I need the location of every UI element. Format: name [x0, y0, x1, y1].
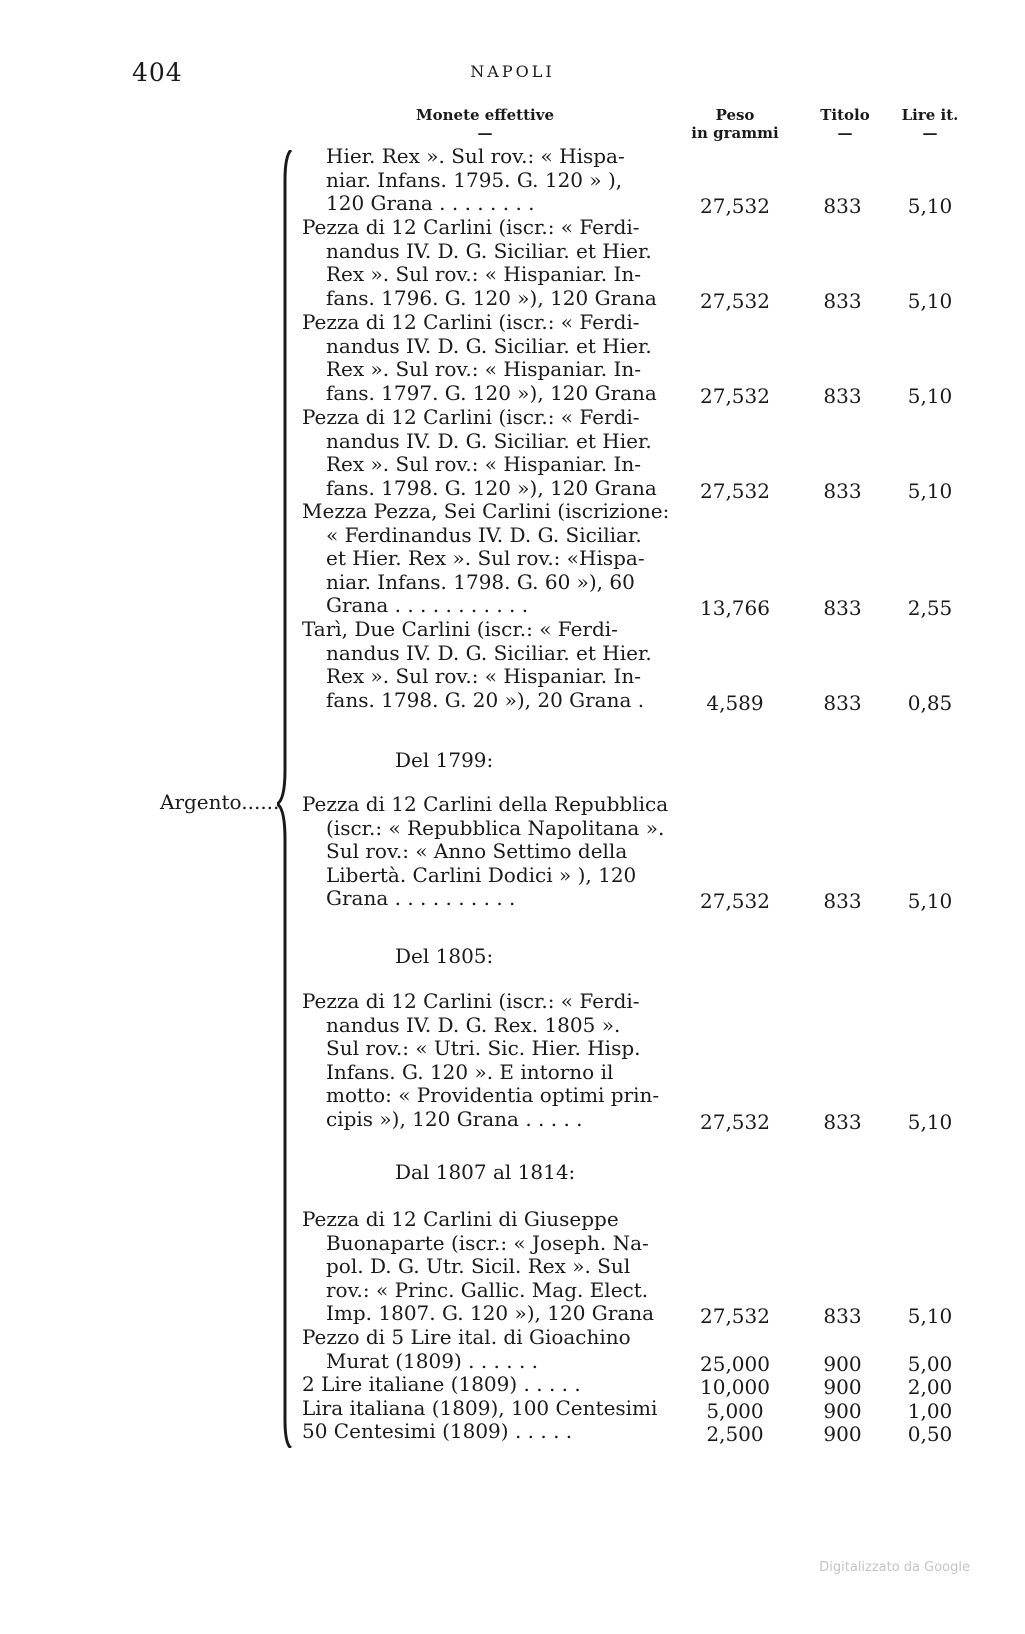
coin-entry-line: Rex ». Sul rov.: « Hispaniar. In-	[326, 664, 642, 688]
column-header-fineness-label: Titolo	[820, 106, 870, 124]
coin-entry-line: niar. Infans. 1795. G. 120 » ),	[326, 167, 623, 192]
coin-entry-description	[302, 145, 650, 216]
coin-weight-value: 27,532	[700, 194, 770, 218]
watermark: Digitalizzato da Google	[819, 1560, 970, 1575]
coin-entry-line: Sul rov.: « Utri. Sic. Hier. Hisp.	[326, 1036, 641, 1060]
coin-weight-value: 10,000	[700, 1375, 770, 1399]
column-header-dash: —	[477, 124, 493, 142]
coin-entry-description	[302, 1420, 650, 1444]
coin-lire-value: 5,10	[907, 889, 953, 913]
coin-entry-line: fans. 1797. G. 120 »), 120 Grana	[326, 380, 657, 405]
coin-entry-line: Lira italiana (1809), 100 Centesimi	[302, 1396, 658, 1420]
coin-entry-description	[302, 989, 660, 1131]
coin-entry-line: Rex ». Sul rov.: « Hispaniar. In-	[326, 262, 642, 286]
coin-weight-value: 27,532	[700, 383, 770, 408]
coin-entry-description	[302, 792, 669, 911]
coin-entry-line: Grana . . . . . . . . . . .	[326, 593, 529, 617]
coin-lire-value: 5,10	[907, 383, 953, 408]
coin-entry-description	[302, 1207, 655, 1326]
coin-entry-line: Hier. Rex ». Sul rov.: « Hispa-	[326, 144, 625, 168]
coin-entry-line: Imp. 1807. G. 120 »), 120 Grana	[326, 1301, 655, 1325]
column-header-fineness	[810, 106, 880, 142]
coin-entry-line: Buonaparte (iscr.: « Joseph. Na-	[326, 1230, 649, 1255]
metal-label: Argento......	[160, 790, 280, 814]
coin-entry-line: Libertà. Carlini Dodici » ), 120	[326, 862, 637, 887]
coin-entry-description	[302, 618, 650, 712]
coin-entry-description	[302, 405, 657, 500]
coin-entry-line: Pezza di 12 Carlini (iscr.: « Ferdi-	[302, 215, 640, 239]
coin-lire-value: 2,00	[907, 1375, 953, 1399]
coin-entry-line: Infans. G. 120 ». E intorno il	[326, 1059, 614, 1084]
curly-brace	[277, 150, 303, 1448]
coin-weight-value: 2,500	[706, 1422, 764, 1446]
coin-entry-line: Grana . . . . . . . . . .	[326, 886, 516, 910]
coin-weight-value: 5,000	[706, 1399, 764, 1423]
section-heading: Dal 1807 al 1814:	[395, 1160, 576, 1184]
column-header-dash: —	[837, 124, 853, 142]
coin-entry-line: 2 Lire italiane (1809) . . . . .	[302, 1372, 581, 1396]
coin-entry-line: 50 Centesimi (1809) . . . . .	[302, 1419, 573, 1443]
coin-fineness-value: 900	[823, 1422, 862, 1446]
page-number: 404	[132, 58, 183, 87]
coin-entry-description	[302, 499, 670, 618]
coin-fineness-value: 900	[823, 1375, 862, 1399]
coin-entry-description	[302, 1373, 650, 1397]
coin-fineness-value: 900	[823, 1351, 862, 1376]
coin-entry-line: cipis »), 120 Grana . . . . .	[326, 1106, 583, 1131]
coin-entry-line: motto: « Providentia optimi prin-	[326, 1083, 660, 1107]
section-heading: Del 1799:	[395, 748, 494, 772]
coin-fineness-value: 900	[823, 1399, 862, 1423]
coin-entry-line: Pezza di 12 Carlini della Repubblica	[302, 792, 669, 816]
column-header-description-label: Monete effettive	[416, 106, 554, 124]
section-heading: Del 1805:	[395, 944, 494, 968]
coin-fineness-value: 833	[823, 383, 862, 408]
coin-weight-value: 25,000	[700, 1351, 770, 1376]
column-header-value-label: Lire it.	[901, 106, 959, 124]
coin-entry-line: « Ferdinandus IV. D. G. Siciliar.	[326, 522, 642, 547]
coin-entry-line: (iscr.: « Repubblica Napolitana ».	[326, 815, 665, 840]
coin-entry-line: nandus IV. D. G. Siciliar. et Hier.	[326, 428, 652, 453]
column-header-dash: —	[922, 124, 938, 142]
coin-entry-line: nandus IV. D. G. Siciliar. et Hier.	[326, 238, 652, 263]
coin-fineness-value: 833	[823, 478, 862, 503]
coin-entry-line: Rex ». Sul rov.: « Hispaniar. In-	[326, 452, 642, 476]
coin-entry-line: Murat (1809) . . . . . .	[326, 1348, 539, 1373]
coin-entry-line: rov.: « Princ. Gallic. Mag. Elect.	[326, 1277, 649, 1302]
coin-entry-line: niar. Infans. 1798. G. 60 »), 60	[326, 569, 635, 594]
coin-entry-line: Pezza di 12 Carlini (iscr.: « Ferdi-	[302, 405, 640, 429]
coin-entry-line: nandus IV. D. G. Siciliar. et Hier.	[326, 333, 652, 358]
coin-entry-line: fans. 1796. G. 120 »), 120 Grana	[326, 285, 657, 310]
coin-lire-value: 1,00	[907, 1399, 953, 1423]
coin-weight-value: 4,589	[706, 690, 764, 715]
coin-entry-line: Rex ». Sul rov.: « Hispaniar. In-	[326, 357, 642, 381]
coin-weight-value: 27,532	[700, 889, 770, 913]
coin-fineness-value: 833	[823, 288, 862, 313]
coin-lire-value: 5,00	[907, 1351, 953, 1376]
coin-entry-description	[302, 215, 657, 310]
running-head: NAPOLI	[470, 62, 555, 81]
coin-lire-value: 5,10	[907, 478, 953, 503]
column-header-value	[890, 106, 970, 142]
coin-lire-value: 0,85	[907, 690, 953, 715]
coin-lire-value: 5,10	[907, 1304, 953, 1328]
coin-entry-line: et Hier. Rex ». Sul rov.: «Hispa-	[326, 546, 645, 570]
coin-entry-description	[302, 310, 657, 405]
coin-entry-line: Pezza di 12 Carlini (iscr.: « Ferdi-	[302, 989, 640, 1013]
coin-fineness-value: 833	[823, 1304, 862, 1328]
coin-entry-line: Tarì, Due Carlini (iscr.: « Ferdi-	[302, 617, 618, 641]
coin-entry-line: Pezza di 12 Carlini di Giuseppe	[302, 1207, 619, 1231]
coin-entry-line: fans. 1798. G. 120 »), 120 Grana	[326, 475, 657, 500]
coin-lire-value: 5,10	[907, 288, 953, 313]
coin-entry-line: nandus IV. D. G. Rex. 1805 ».	[326, 1012, 621, 1037]
coin-weight-value: 27,532	[700, 478, 770, 503]
coin-entry-line: nandus IV. D. G. Siciliar. et Hier.	[326, 640, 652, 665]
coin-weight-value: 27,532	[700, 288, 770, 313]
coin-lire-value: 5,10	[907, 194, 953, 218]
coin-fineness-value: 833	[823, 690, 862, 715]
coin-weight-value: 27,532	[700, 1304, 770, 1328]
coin-fineness-value: 833	[823, 1109, 862, 1134]
coin-entry-line: Mezza Pezza, Sei Carlini (iscrizione:	[302, 499, 670, 523]
coin-entry-line: 120 Grana . . . . . . . .	[326, 191, 535, 215]
coin-entry-description	[302, 1396, 658, 1421]
coin-lire-value: 5,10	[907, 1109, 953, 1134]
coin-lire-value: 0,50	[907, 1422, 953, 1446]
coin-fineness-value: 833	[823, 194, 862, 218]
coin-entry-line: pol. D. G. Utr. Sicil. Rex ». Sul	[326, 1254, 631, 1278]
coin-fineness-value: 833	[823, 596, 862, 620]
coin-entry-description	[302, 1326, 650, 1373]
column-header-description	[310, 106, 660, 142]
coin-entry-line: Pezzo di 5 Lire ital. di Gioachino	[302, 1325, 631, 1349]
coin-weight-value: 13,766	[700, 596, 770, 620]
coin-weight-value: 27,532	[700, 1109, 770, 1134]
coin-entry-line: fans. 1798. G. 20 »), 20 Grana .	[326, 687, 645, 712]
coin-entry-line: Pezza di 12 Carlini (iscr.: « Ferdi-	[302, 310, 640, 334]
coin-entry-line: Sul rov.: « Anno Settimo della	[326, 839, 628, 863]
column-header-weight: Peso in grammi	[691, 106, 779, 142]
coin-fineness-value: 833	[823, 889, 862, 913]
coin-lire-value: 2,55	[907, 596, 953, 620]
